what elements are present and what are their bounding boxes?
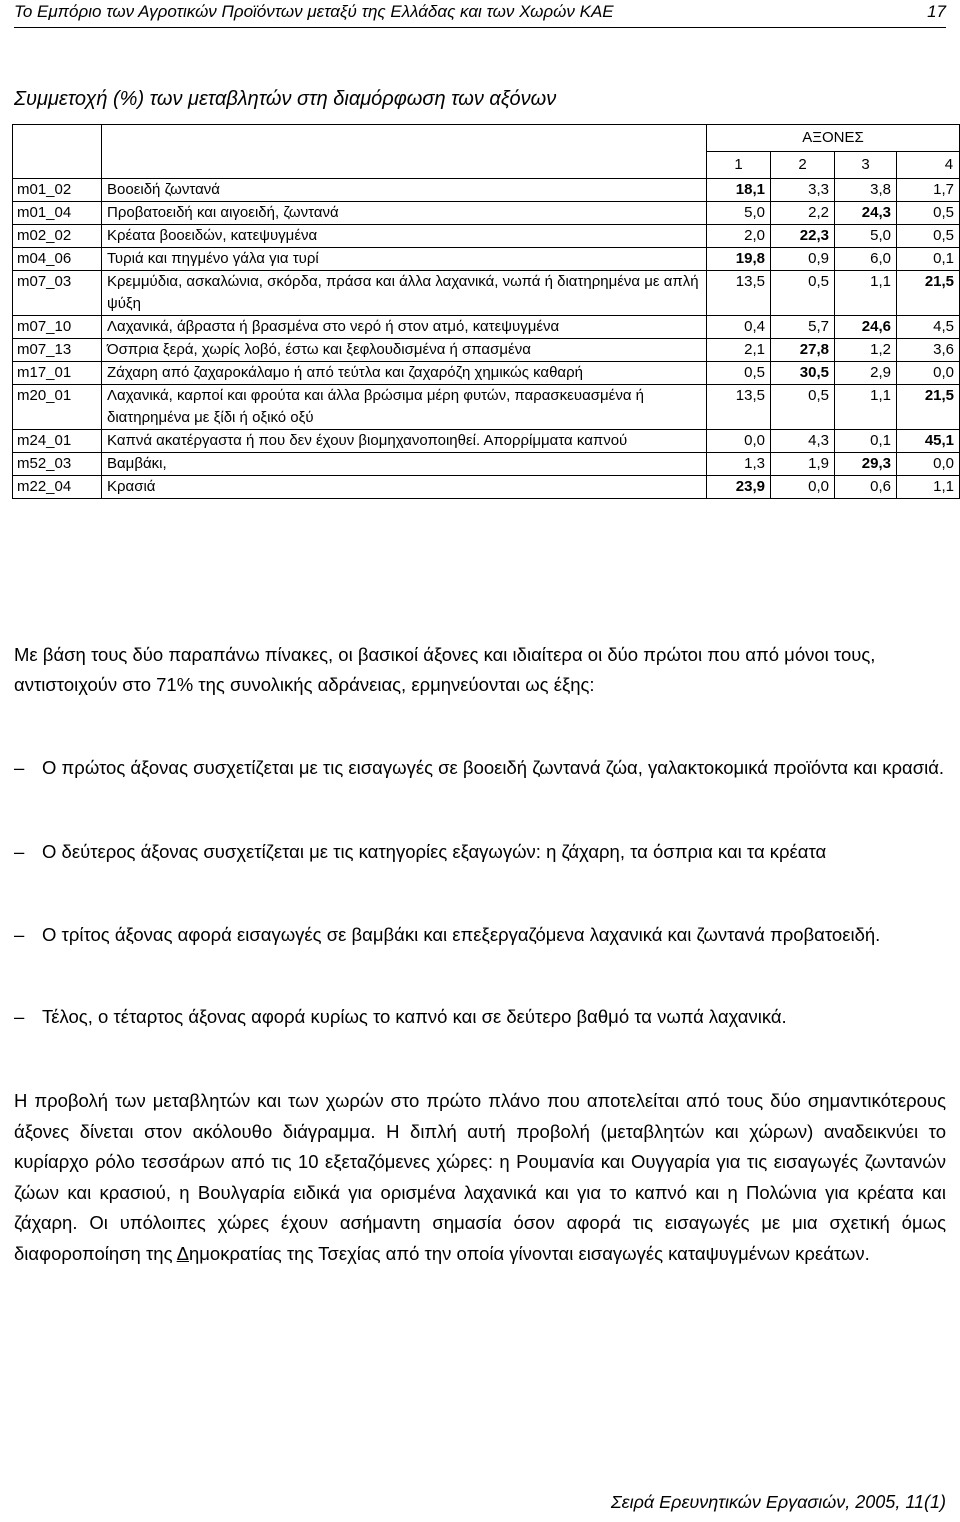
dash-bullet-marker: – — [14, 924, 25, 945]
table-row — [13, 179, 960, 202]
table-row — [13, 476, 960, 499]
axis-value: 1,1 — [835, 385, 897, 430]
axis-value: 0,0 — [771, 476, 835, 499]
bullet-item — [14, 837, 946, 867]
axis-number: 2 — [771, 152, 835, 179]
axis-value: 0,5 — [771, 385, 835, 430]
running-head — [14, 0, 946, 24]
header-rule — [14, 27, 946, 28]
variable-code: m07_10 — [13, 316, 102, 339]
table-row — [13, 202, 960, 225]
underlined-letter: Δ — [176, 1242, 189, 1264]
variable-label: Κρεμμύδια, ασκαλώνια, σκόρδα, πράσα και άλλα λαχανικά, νωπά ή διατηρημένα με απλή ψύξη — [102, 271, 707, 316]
variable-label: Κρέατα βοοειδών, κατεψυγμένα — [102, 225, 707, 248]
variable-code: m02_02 — [13, 225, 102, 248]
table-caption: Συμμετοχή (%) των μεταβλητών στη διαμόρφωση των αξόνων — [14, 88, 557, 110]
variable-label: Τυριά και πηγμένο γάλα για τυρί — [102, 248, 707, 271]
axis-value: 19,8 — [707, 248, 771, 271]
bullet-text: Τέλος, ο τέταρτος άξονας αφορά κυρίως το καπνό και σε δεύτερο βαθμό τα νωπά λαχανικά. — [42, 1006, 787, 1027]
variable-label: Βαμβάκι, — [102, 453, 707, 476]
axis-value: 5,0 — [835, 225, 897, 248]
axis-value: 2,1 — [707, 339, 771, 362]
bullet-item — [14, 1002, 946, 1032]
closing-text-start: Η προβολή των μεταβλητών και των χωρών στο πρώτο πλάνο που αποτελείται από τους δύο σημαντικότερους άξονες δίνεται στον ακόλουθο διάγραμμα. Η διπλή αυτή προβολή (μεταβλητών και χώρων) αναδεικνύει το κυρίαρχο ρόλο τεσσάρων από τις 10 εξεταζόμενες χώρες: η Ρουμανία και Ουγγαρία για τις εισαγωγές ζωντανών ζώων και κρασιού, η Βουλγαρία ειδικά για ορισμένα λαχανικά και για το καπνό και η Πολώνια για κρέατα και ζάχαρη. Οι υπόλοιπες χώρες έχουν ασήμαντη σημασία όσον αφορά τις εισαγωγές με μια σχετική όμως διαφοροποίηση της — [14, 1090, 946, 1264]
variable-code: m04_06 — [13, 248, 102, 271]
axis-value: 0,5 — [707, 362, 771, 385]
page-number: 17 — [927, 2, 946, 21]
variable-label: Ζάχαρη από ζαχαροκάλαμο ή από τεύτλα και ζαχαρόζη χημικώς καθαρή — [102, 362, 707, 385]
axis-value: 0,5 — [771, 271, 835, 316]
axis-value: 0,0 — [707, 430, 771, 453]
axis-value: 24,3 — [835, 202, 897, 225]
axis-value: 0,6 — [835, 476, 897, 499]
axis-value: 13,5 — [707, 271, 771, 316]
axis-value: 0,5 — [897, 225, 960, 248]
axis-value: 5,0 — [707, 202, 771, 225]
axis-value: 2,2 — [771, 202, 835, 225]
variable-label: Λαχανικά, άβραστα ή βρασμένα στο νερό ή στον ατμό, κατεψυγμένα — [102, 316, 707, 339]
axis-value: 13,5 — [707, 385, 771, 430]
axes-header: ΑΞΟΝΕΣ — [707, 125, 960, 152]
axis-value: 3,8 — [835, 179, 897, 202]
axis-value: 23,9 — [707, 476, 771, 499]
variable-label: Καπνά ακατέργαστα ή που δεν έχουν βιομηχανοποιηθεί. Απορρίμματα καπνού — [102, 430, 707, 453]
variable-code: m52_03 — [13, 453, 102, 476]
axis-value: 0,9 — [771, 248, 835, 271]
axis-value: 4,5 — [897, 316, 960, 339]
closing-text-end: ημοκρατίας της Τσεχίας από την οποία γίνονται εισαγωγές καταψυγμένων κρεάτων. — [188, 1242, 870, 1264]
axis-value: 1,7 — [897, 179, 960, 202]
variable-code: m07_03 — [13, 271, 102, 316]
axis-number: 3 — [835, 152, 897, 179]
dash-bullet-marker: – — [14, 757, 25, 778]
axis-value: 45,1 — [897, 430, 960, 453]
header-label-cell — [102, 125, 707, 179]
table-row — [13, 362, 960, 385]
bullet-text: Ο τρίτος άξονας αφορά εισαγωγές σε βαμβάκι και επεξεργαζόμενα λαχανικά και ζωντανά προβατοειδή. — [42, 924, 881, 945]
axis-value: 1,1 — [897, 476, 960, 499]
axis-value: 0,4 — [707, 316, 771, 339]
variable-code: m01_02 — [13, 179, 102, 202]
table-row — [13, 271, 960, 316]
header-code-cell — [13, 125, 102, 179]
bullet-text: Ο δεύτερος άξονας συσχετίζεται με τις κατηγορίες εξαγωγών: η ζάχαρη, τα όσπρια και τα κρέατα — [42, 841, 827, 862]
axis-value: 4,3 — [771, 430, 835, 453]
axis-value: 21,5 — [897, 271, 960, 316]
axis-value: 2,9 — [835, 362, 897, 385]
axis-value: 27,8 — [771, 339, 835, 362]
axis-value: 0,0 — [897, 362, 960, 385]
variable-code: m01_04 — [13, 202, 102, 225]
variable-code: m24_01 — [13, 430, 102, 453]
table-row — [13, 316, 960, 339]
axis-value: 18,1 — [707, 179, 771, 202]
table-row — [13, 430, 960, 453]
dash-bullet-marker: – — [14, 841, 25, 862]
axis-value: 22,3 — [771, 225, 835, 248]
variable-code: m22_04 — [13, 476, 102, 499]
axis-value: 3,3 — [771, 179, 835, 202]
axis-value: 0,5 — [897, 202, 960, 225]
axis-number: 4 — [897, 152, 960, 179]
axes-contribution-table — [12, 124, 960, 499]
axis-value: 5,7 — [771, 316, 835, 339]
variable-label: Όσπρια ξερά, χωρίς λοβό, έστω και ξεφλουδισμένα ή σπασμένα — [102, 339, 707, 362]
axis-value: 24,6 — [835, 316, 897, 339]
axis-value: 1,3 — [707, 453, 771, 476]
axis-number: 1 — [707, 152, 771, 179]
table-header-row — [13, 125, 960, 152]
bullet-item — [14, 753, 946, 783]
variable-code: m07_13 — [13, 339, 102, 362]
variable-code: m20_01 — [13, 385, 102, 430]
axis-value: 0,0 — [897, 453, 960, 476]
axis-value: 3,6 — [897, 339, 960, 362]
variable-label: Κρασιά — [102, 476, 707, 499]
variable-label: Λαχανικά, καρποί και φρούτα και άλλα βρώσιμα μέρη φυτών, παρασκευασμένα ή διατηρημένα με ξίδι ή οξικό οξύ — [102, 385, 707, 430]
variable-label: Προβατοειδή και αιγοειδή, ζωντανά — [102, 202, 707, 225]
axis-value: 0,1 — [835, 430, 897, 453]
dash-bullet-marker: – — [14, 1006, 25, 1027]
axis-value: 29,3 — [835, 453, 897, 476]
axis-value: 30,5 — [771, 362, 835, 385]
table-row — [13, 248, 960, 271]
axis-value: 6,0 — [835, 248, 897, 271]
series-footer: Σειρά Ερευνητικών Εργασιών, 2005, 11(1) — [610, 1492, 946, 1512]
table-row — [13, 385, 960, 430]
bullet-text: Ο πρώτος άξονας συσχετίζεται με τις εισαγωγές σε βοοειδή ζωντανά ζώα, γαλακτοκομικά προϊόντα και κρασιά. — [42, 757, 945, 778]
table-row — [13, 225, 960, 248]
axis-value: 2,0 — [707, 225, 771, 248]
closing-paragraph — [14, 1086, 946, 1269]
axis-value: 1,9 — [771, 453, 835, 476]
intro-paragraph: Με βάση τους δύο παραπάνω πίνακες, οι βασικοί άξονες και ιδιαίτερα οι δύο πρώτοι που από μόνοι τους, αντιστοιχούν στο 71% της συνολικής αδράνειας, ερμηνεύονται ως έξης: — [14, 644, 876, 695]
axis-value: 0,1 — [897, 248, 960, 271]
bullet-item — [14, 920, 946, 950]
axis-value: 1,2 — [835, 339, 897, 362]
running-head-title: Το Εμπόριο των Αγροτικών Προϊόντων μεταξύ της Ελλάδας και των Χωρών ΚΑΕ — [14, 2, 614, 21]
variable-label: Βοοειδή ζωντανά — [102, 179, 707, 202]
table-row — [13, 453, 960, 476]
variable-code: m17_01 — [13, 362, 102, 385]
axis-value: 21,5 — [897, 385, 960, 430]
axis-value: 1,1 — [835, 271, 897, 316]
table-row — [13, 339, 960, 362]
